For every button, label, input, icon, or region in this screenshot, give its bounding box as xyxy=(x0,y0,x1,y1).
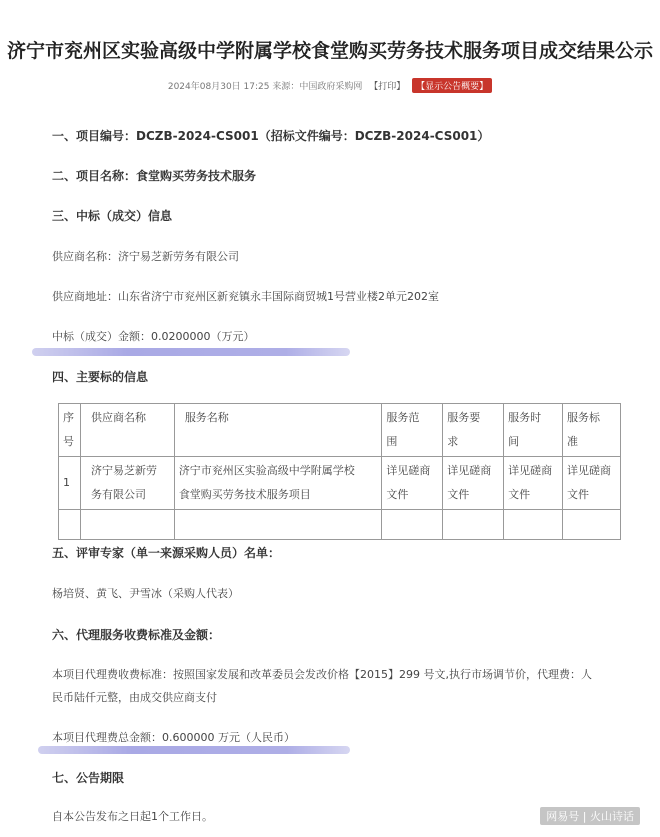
table-cell: 详见磋商 文件 xyxy=(382,457,443,510)
items-table xyxy=(58,403,621,540)
fee-standard-line2: 民币陆仟元整，由成交供应商支付 xyxy=(52,691,217,704)
section-project-number: 一、项目编号：DCZB-2024-CS001（招标文件编号：DCZB-2024-CS001） xyxy=(52,129,490,143)
table-row-empty xyxy=(59,510,621,540)
section-main-items: 四、主要标的信息 xyxy=(52,370,149,384)
section-award-info: 三、中标（成交）信息 xyxy=(52,209,173,223)
table-cell: 详见磋商 文件 xyxy=(563,457,621,510)
notice-period: 自本公告发布之日起1个工作日。 xyxy=(52,810,213,823)
award-amount: 中标（成交）金额：0.0200000（万元） xyxy=(52,330,255,343)
table-header-cell: 服务标 准 xyxy=(563,404,621,457)
publish-datetime: 2024年08月30日 17:25 xyxy=(167,82,270,92)
fee-standard-line1: 本项目代理费收费标准：按照国家发展和改革委员会发改价格【2015】299 号文,执行市场调节价，代理费：人 xyxy=(52,668,592,681)
table-header-row xyxy=(59,404,621,457)
publish-source: 来源：中国政府采购网 xyxy=(272,82,363,92)
table-header-cell: 供应商名称 xyxy=(80,404,174,457)
print-button[interactable]: 【打印】 xyxy=(369,82,406,92)
supplier-name: 供应商名称：济宁易芝新劳务有限公司 xyxy=(52,250,239,263)
table-cell: 济宁市兖州区实验高级中学附属学校 食堂购买劳务技术服务项目 xyxy=(174,457,382,510)
section-agency-fee: 六、代理服务收费标准及金额： xyxy=(52,628,221,642)
publish-meta xyxy=(0,78,660,93)
section-project-name: 二、项目名称：食堂购买劳务技术服务 xyxy=(52,169,257,183)
watermark: 网易号 | 火山诗话 xyxy=(540,807,640,825)
table-header-cell: 序 号 xyxy=(59,404,81,457)
supplier-address: 供应商地址：山东省济宁市兖州区新兖镇永丰国际商贸城1号营业楼2单元202室 xyxy=(52,290,439,303)
table-header-cell: 服务要 求 xyxy=(443,404,504,457)
fee-total: 本项目代理费总金额：0.600000 万元（人民币） xyxy=(52,731,295,744)
experts-list: 杨培贤、黄飞、尹雪冰（采购人代表） xyxy=(52,587,239,600)
table-cell: 1 xyxy=(59,457,81,510)
table-header-cell: 服务名称 xyxy=(174,404,382,457)
section-notice-period: 七、公告期限 xyxy=(52,771,125,785)
section-experts: 五、评审专家（单一来源采购人员）名单： xyxy=(52,546,281,560)
hand-underline xyxy=(38,746,350,754)
table-cell: 济宁易芝新劳 务有限公司 xyxy=(80,457,174,510)
table-cell: 详见磋商 文件 xyxy=(504,457,563,510)
table-cell: 详见磋商 文件 xyxy=(443,457,504,510)
page-title: 济宁市兖州区实验高级中学附属学校食堂购买劳务技术服务项目成交结果公示 xyxy=(6,40,653,62)
hand-underline xyxy=(32,348,350,356)
table-row xyxy=(59,457,621,510)
show-summary-button[interactable]: 【显示公告概要】 xyxy=(412,78,492,93)
table-header-cell: 服务时 间 xyxy=(504,404,563,457)
table-header-cell: 服务范 围 xyxy=(382,404,443,457)
